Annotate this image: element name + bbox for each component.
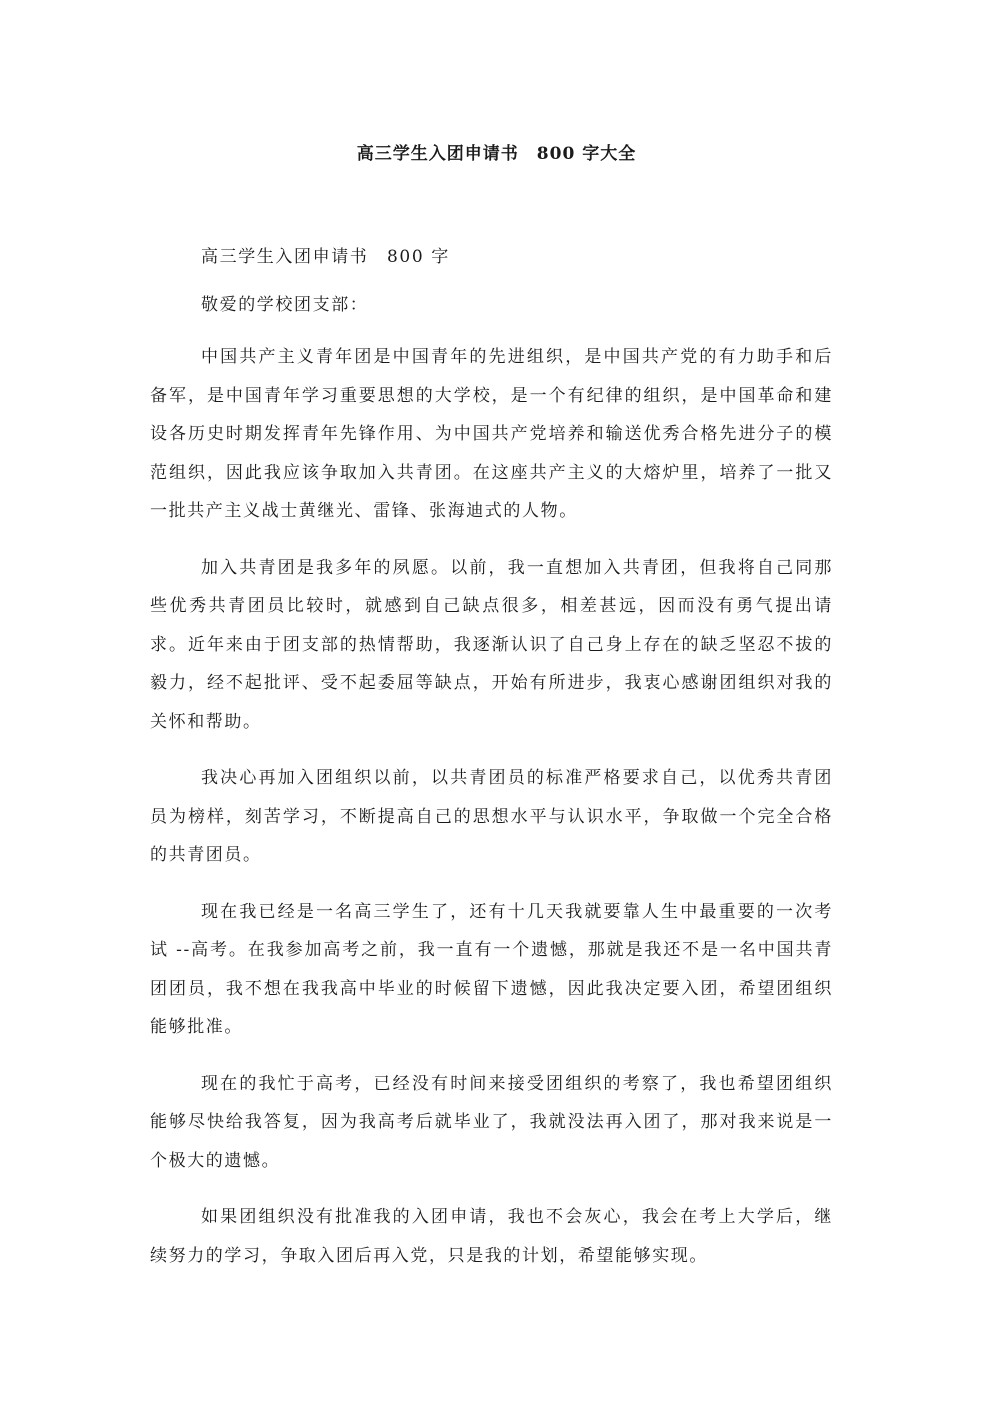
body-paragraph-5: 现在的我忙于高考，已经没有时间来接受团组织的考察了，我也希望团组织能够尽快给我答复，因为我高考后就毕业了，我就没法再入团了，那对我来说是一个极大的遗憾。	[150, 1073, 833, 1171]
body-paragraph-6: 如果团组织没有批准我的入团申请，我也不会灰心，我会在考上大学后，继续努力的学习，争取入团后再入党，只是我的计划，希望能够实现。	[150, 1207, 833, 1266]
body-paragraph-3: 我决心再加入团组织以前，以共青团员的标准严格要求自己，以优秀共青团员为榜样，刻苦学习，不断提高自己的思想水平与认识水平，争取做一个完全合格的共青团员。	[150, 768, 833, 865]
body-paragraph-1: 中国共产主义青年团是中国青年的先进组织，是中国共产党的有力助手和后备军，是中国青年学习重要思想的大学校，是一个有纪律的组织，是中国革命和建设各历史时期发挥青年先锋作用、为中国共产党培养和输送优秀合格先进分子的模范组织，因此我应该争取加入共青团。在这座共产主义的大熔炉里，培养了一批又一批共产主义战士黄继光、雷锋、张海迪式的人物。	[150, 347, 833, 521]
body-paragraph-4: 现在我已经是一名高三学生了，还有十几天我就要靠人生中最重要的一次考试 --高考。在我参加高考之前，我一直有一个遗憾，那就是我还不是一名中国共青团团员，我不想在我我高中毕业的时候留下遗憾，因此我决定要入团，希望团组织能够批准。	[150, 901, 833, 1037]
document-subtitle: 高三学生入团申请书 800 字	[201, 247, 450, 267]
body-paragraph-2: 加入共青团是我多年的夙愿。以前，我一直想加入共青团，但我将自己同那些优秀共青团员比较时，就感到自己缺点很多，相差甚远，因而没有勇气提出请求。近年来由于团支部的热情帮助，我逐渐认识了自己身上存在的缺乏坚忍不拔的毅力，经不起批评、受不起委屈等缺点，开始有所进步，我衷心感谢团组织对我的关怀和帮助。	[150, 557, 833, 732]
document-title: 高三学生入团申请书 800 字大全	[356, 144, 637, 164]
document-body	[150, 242, 833, 1293]
salutation: 敬爱的学校团支部：	[201, 295, 369, 315]
